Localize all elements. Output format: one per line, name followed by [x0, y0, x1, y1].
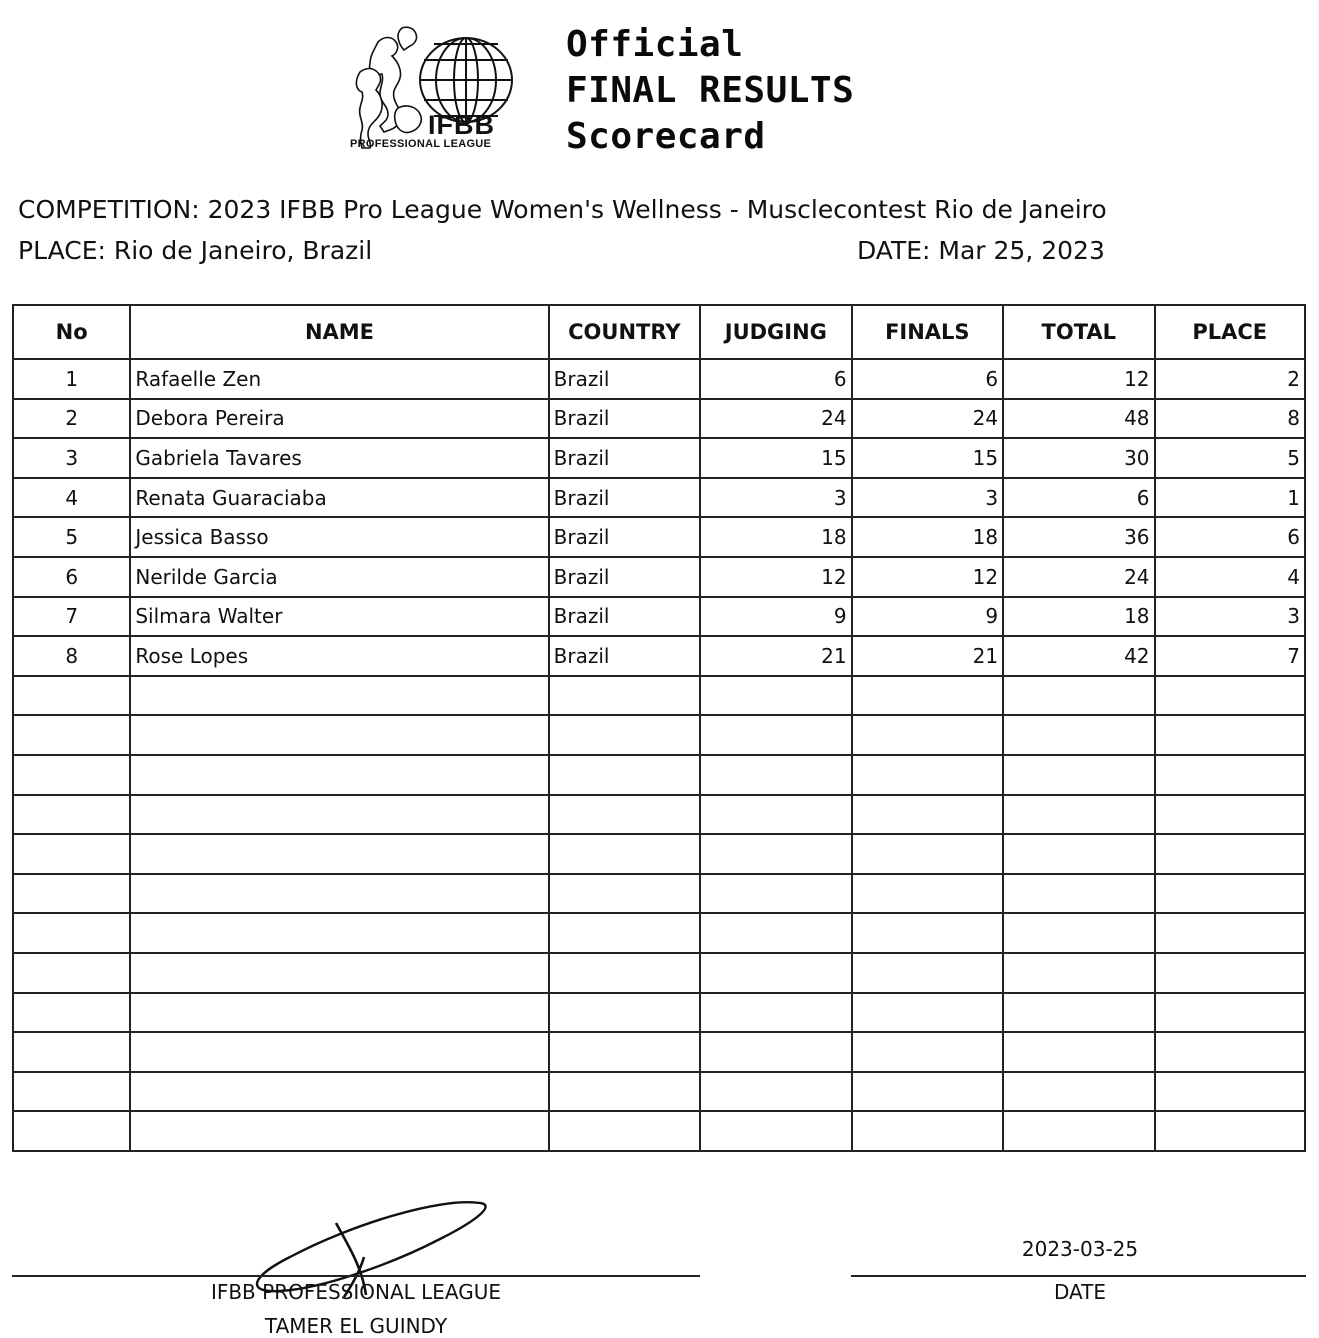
cell-total [1003, 715, 1154, 755]
cell-name: Rose Lopes [130, 636, 548, 676]
table-row [13, 597, 1305, 637]
cell-name [130, 834, 548, 874]
title-line-official: Official [566, 24, 744, 65]
cell-judging [700, 1032, 851, 1072]
cell-finals: 3 [852, 478, 1003, 518]
cell-finals: 9 [852, 597, 1003, 637]
cell-judging: 18 [700, 517, 851, 557]
table-row [13, 993, 1305, 1033]
table-row [13, 636, 1305, 676]
table-row [13, 755, 1305, 795]
cell-name: Renata Guaraciaba [130, 478, 548, 518]
cell-place: 2 [1155, 359, 1305, 399]
header-total: TOTAL [1003, 305, 1154, 359]
cell-judging [700, 1111, 851, 1151]
cell-country [549, 795, 700, 835]
cell-country [549, 874, 700, 914]
table-row [13, 478, 1305, 518]
cell-name: Rafaelle Zen [130, 359, 548, 399]
cell-name [130, 874, 548, 914]
cell-place [1155, 913, 1305, 953]
cell-no [13, 834, 130, 874]
table-row [13, 795, 1305, 835]
cell-country: Brazil [549, 517, 700, 557]
cell-country [549, 676, 700, 716]
table-row [13, 1111, 1305, 1151]
cell-finals [852, 1111, 1003, 1151]
table-row [13, 1032, 1305, 1072]
cell-name [130, 993, 548, 1033]
cell-name [130, 795, 548, 835]
signature-org: IFBB PROFESSIONAL LEAGUE [210, 1280, 502, 1304]
cell-total [1003, 993, 1154, 1033]
signature-date-label: DATE [1053, 1280, 1107, 1304]
cell-name [130, 953, 548, 993]
signature-date-value: 2023-03-25 [1021, 1237, 1139, 1261]
cell-place [1155, 834, 1305, 874]
ifbb-logo [342, 22, 548, 154]
cell-place: 7 [1155, 636, 1305, 676]
cell-place: 3 [1155, 597, 1305, 637]
cell-finals [852, 953, 1003, 993]
results-body [13, 359, 1305, 1151]
cell-judging [700, 676, 851, 716]
cell-country: Brazil [549, 557, 700, 597]
table-row [13, 517, 1305, 557]
cell-total [1003, 795, 1154, 835]
cell-country [549, 715, 700, 755]
cell-name: Gabriela Tavares [130, 438, 548, 478]
cell-total [1003, 755, 1154, 795]
cell-country [549, 993, 700, 1033]
cell-place [1155, 795, 1305, 835]
cell-name: Jessica Basso [130, 517, 548, 557]
date-line [851, 1275, 1306, 1277]
cell-judging: 15 [700, 438, 851, 478]
cell-no: 7 [13, 597, 130, 637]
cell-no [13, 755, 130, 795]
table-row [13, 399, 1305, 439]
cell-total [1003, 953, 1154, 993]
cell-judging [700, 834, 851, 874]
table-row [13, 874, 1305, 914]
cell-total [1003, 913, 1154, 953]
cell-finals [852, 993, 1003, 1033]
table-row [13, 1072, 1305, 1112]
cell-judging [700, 953, 851, 993]
cell-place: 1 [1155, 478, 1305, 518]
cell-judging [700, 993, 851, 1033]
cell-name: Debora Pereira [130, 399, 548, 439]
cell-judging: 9 [700, 597, 851, 637]
cell-no [13, 874, 130, 914]
table-row [13, 359, 1305, 399]
cell-finals [852, 676, 1003, 716]
cell-total: 12 [1003, 359, 1154, 399]
cell-no: 5 [13, 517, 130, 557]
cell-total: 36 [1003, 517, 1154, 557]
cell-total: 42 [1003, 636, 1154, 676]
cell-country: Brazil [549, 478, 700, 518]
cell-place: 8 [1155, 399, 1305, 439]
cell-finals [852, 715, 1003, 755]
title-line-scorecard: Scorecard [566, 116, 766, 157]
cell-total [1003, 834, 1154, 874]
header-finals: FINALS [852, 305, 1003, 359]
header-judging: JUDGING [700, 305, 851, 359]
date-label: DATE: Mar 25, 2023 [857, 236, 1105, 265]
table-row [13, 953, 1305, 993]
cell-name [130, 715, 548, 755]
cell-total: 18 [1003, 597, 1154, 637]
logo-org-short: IFBB [428, 110, 495, 140]
cell-no [13, 795, 130, 835]
signature-person: TAMER EL GUINDY [264, 1314, 448, 1338]
cell-total [1003, 1111, 1154, 1151]
cell-no: 1 [13, 359, 130, 399]
cell-place [1155, 715, 1305, 755]
cell-finals [852, 1032, 1003, 1072]
header-country: COUNTRY [549, 305, 700, 359]
cell-finals [852, 874, 1003, 914]
cell-country: Brazil [549, 399, 700, 439]
cell-name: Silmara Walter [130, 597, 548, 637]
table-header-row [13, 305, 1305, 359]
cell-total [1003, 676, 1154, 716]
cell-total [1003, 1032, 1154, 1072]
header-place: PLACE [1155, 305, 1305, 359]
cell-country [549, 953, 700, 993]
results-table [12, 304, 1306, 1152]
cell-judging [700, 795, 851, 835]
cell-no: 3 [13, 438, 130, 478]
scorecard-title [566, 22, 854, 160]
cell-judging [700, 913, 851, 953]
cell-no [13, 913, 130, 953]
cell-name: Nerilde Garcia [130, 557, 548, 597]
cell-place [1155, 676, 1305, 716]
cell-finals: 18 [852, 517, 1003, 557]
cell-no [13, 993, 130, 1033]
cell-total [1003, 1072, 1154, 1112]
competition-label: COMPETITION: 2023 IFBB Pro League Women's Wellness - Musclecontest Rio de Janeiro [18, 195, 1107, 224]
place-label: PLACE: Rio de Janeiro, Brazil [18, 236, 373, 265]
cell-place: 5 [1155, 438, 1305, 478]
cell-finals: 15 [852, 438, 1003, 478]
cell-finals: 6 [852, 359, 1003, 399]
cell-judging [700, 1072, 851, 1112]
table-row [13, 557, 1305, 597]
cell-name [130, 676, 548, 716]
cell-judging: 6 [700, 359, 851, 399]
cell-place: 6 [1155, 517, 1305, 557]
cell-country [549, 755, 700, 795]
cell-country [549, 1032, 700, 1072]
cell-total: 30 [1003, 438, 1154, 478]
cell-finals: 24 [852, 399, 1003, 439]
cell-name [130, 1111, 548, 1151]
cell-place [1155, 1032, 1305, 1072]
cell-no [13, 953, 130, 993]
cell-finals [852, 834, 1003, 874]
cell-place: 4 [1155, 557, 1305, 597]
cell-country [549, 1111, 700, 1151]
cell-no: 8 [13, 636, 130, 676]
logo-org-sub: PROFESSIONAL LEAGUE [350, 138, 492, 150]
cell-country: Brazil [549, 359, 700, 399]
cell-judging [700, 874, 851, 914]
table-row [13, 913, 1305, 953]
cell-finals [852, 1072, 1003, 1112]
header-no: No [13, 305, 130, 359]
cell-place [1155, 1111, 1305, 1151]
cell-finals [852, 755, 1003, 795]
table-row [13, 715, 1305, 755]
cell-country [549, 913, 700, 953]
cell-total: 6 [1003, 478, 1154, 518]
cell-no [13, 676, 130, 716]
cell-finals: 12 [852, 557, 1003, 597]
cell-country [549, 834, 700, 874]
cell-place [1155, 1072, 1305, 1112]
cell-country: Brazil [549, 636, 700, 676]
cell-name [130, 1072, 548, 1112]
cell-place [1155, 953, 1305, 993]
cell-no: 4 [13, 478, 130, 518]
cell-finals [852, 795, 1003, 835]
cell-judging [700, 755, 851, 795]
cell-no [13, 1032, 130, 1072]
signature-line [12, 1275, 700, 1277]
cell-place [1155, 993, 1305, 1033]
cell-country [549, 1072, 700, 1112]
cell-finals [852, 913, 1003, 953]
cell-judging: 21 [700, 636, 851, 676]
cell-place [1155, 755, 1305, 795]
title-line-final-results: FINAL RESULTS [566, 70, 855, 111]
cell-judging: 12 [700, 557, 851, 597]
table-row [13, 676, 1305, 716]
cell-no [13, 1072, 130, 1112]
cell-country: Brazil [549, 438, 700, 478]
cell-no [13, 1111, 130, 1151]
cell-judging: 3 [700, 478, 851, 518]
cell-name [130, 913, 548, 953]
cell-no: 2 [13, 399, 130, 439]
cell-judging: 24 [700, 399, 851, 439]
table-row [13, 834, 1305, 874]
header-name: NAME [130, 305, 548, 359]
cell-total: 24 [1003, 557, 1154, 597]
cell-name [130, 1032, 548, 1072]
cell-total [1003, 874, 1154, 914]
cell-name [130, 755, 548, 795]
cell-total: 48 [1003, 399, 1154, 439]
table-row [13, 438, 1305, 478]
cell-no [13, 715, 130, 755]
cell-no: 6 [13, 557, 130, 597]
cell-finals: 21 [852, 636, 1003, 676]
cell-judging [700, 715, 851, 755]
cell-country: Brazil [549, 597, 700, 637]
cell-place [1155, 874, 1305, 914]
